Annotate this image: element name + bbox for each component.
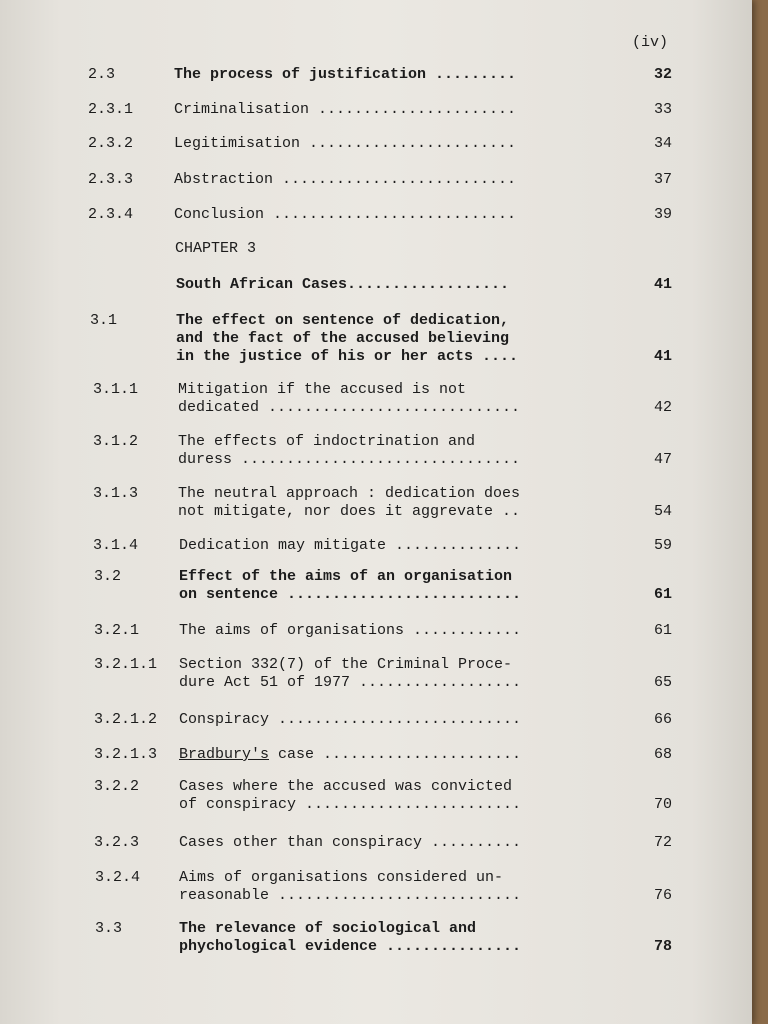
toc-entry-number: 3.1.4 — [93, 537, 139, 554]
toc-entry-page: 72 — [653, 834, 672, 851]
toc-entry-page: 54 — [653, 503, 672, 520]
toc-entry-title-line: South African Cases.................. — [176, 276, 510, 293]
toc-entry-title-line: of conspiracy ........................ — [179, 796, 522, 813]
toc-entry-title-line: The relevance of sociological and — [179, 920, 477, 937]
toc-entry-title-line: Effect of the aims of an organisation — [179, 568, 513, 585]
toc-entry-title-line: and the fact of the accused believing — [176, 330, 510, 347]
toc-entry-number: 3.2.1 — [94, 622, 140, 639]
toc-entry-title-line: dure Act 51 of 1977 .................. — [179, 674, 522, 691]
toc-entry-page: 59 — [653, 537, 672, 554]
toc-entry-number: 3.1 — [90, 312, 118, 329]
toc-entry-page: 32 — [653, 66, 672, 83]
toc-entry-number: 3.2.2 — [94, 778, 140, 795]
toc-entry-number: 2.3.1 — [88, 101, 134, 118]
toc-entry-title-line: not mitigate, nor does it aggrevate .. — [178, 503, 521, 520]
toc-entry-number: 2.3.3 — [88, 171, 134, 188]
toc-entry-page: 65 — [653, 674, 672, 691]
toc-entry-number: 3.2.1.3 — [94, 746, 158, 763]
toc-entry-title-line: Bradbury's case ...................... — [179, 746, 522, 763]
toc-entry-page: 41 — [653, 348, 672, 365]
toc-entry-page: 41 — [653, 276, 672, 293]
page-label: (iv) — [632, 34, 669, 51]
toc-entry-title-line: Cases where the accused was convicted — [179, 778, 513, 795]
toc-entry-title-line: dedicated ............................ — [178, 399, 521, 416]
toc-entry-page: 76 — [653, 887, 672, 904]
case-name: Bradbury's — [179, 746, 270, 763]
toc-entry-page: 33 — [653, 101, 672, 118]
toc-entry-title-line: The effects of indoctrination and — [178, 433, 476, 450]
toc-entry-title-line: Aims of organisations considered un- — [179, 869, 504, 886]
toc-entry-title-line: The aims of organisations ............ — [179, 622, 522, 639]
toc-entry-page: 61 — [653, 586, 672, 603]
toc-entry-title-line: Conclusion ........................... — [174, 206, 517, 223]
toc-entry-page: 37 — [653, 171, 672, 188]
toc-entry-title-line: reasonable ........................... — [179, 887, 522, 904]
toc-entry-page: 70 — [653, 796, 672, 813]
toc-entry-page: 68 — [653, 746, 672, 763]
toc-entry-number: 2.3.4 — [88, 206, 134, 223]
toc-entry-title-line: phychological evidence ............... — [179, 938, 522, 955]
toc-entry-title-line: The effect on sentence of dedication, — [176, 312, 510, 329]
toc-entry-title-line: duress ............................... — [178, 451, 521, 468]
toc-entry-number: 2.3.2 — [88, 135, 134, 152]
toc-entry-number: 3.2.3 — [94, 834, 140, 851]
toc-entry-title-line: The neutral approach : dedication does — [178, 485, 521, 502]
toc-entry-title-line: Section 332(7) of the Criminal Proce- — [179, 656, 513, 673]
toc-entry-page: 47 — [653, 451, 672, 468]
toc-entry-number: 3.2.1.2 — [94, 711, 158, 728]
toc-entry-page: 42 — [653, 399, 672, 416]
toc-entry-title-line: Mitigation if the accused is not — [178, 381, 467, 398]
toc-entry-number: 3.2.1.1 — [94, 656, 158, 673]
toc-entry-title-line: Conspiracy ........................... — [179, 711, 522, 728]
toc-entry-title-line: Cases other than conspiracy .......... — [179, 834, 522, 851]
toc-entry-title-line: in the justice of his or her acts .... — [176, 348, 519, 365]
toc-entry-number: 3.1.3 — [93, 485, 139, 502]
toc-entry-title-line: Legitimisation ....................... — [174, 135, 517, 152]
toc-entry-title-line: Dedication may mitigate .............. — [179, 537, 522, 554]
toc-entry-number: 3.2 — [94, 568, 122, 585]
toc-entry-title-line: on sentence .......................... — [179, 586, 522, 603]
toc-entry-page: 61 — [653, 622, 672, 639]
chapter-heading: CHAPTER 3 — [175, 240, 257, 257]
toc-entry-page: 39 — [653, 206, 672, 223]
toc-entry-page: 66 — [653, 711, 672, 728]
toc-entry-number: 3.1.1 — [93, 381, 139, 398]
toc-entry-number: 3.3 — [95, 920, 123, 937]
toc-entry-number: 3.1.2 — [93, 433, 139, 450]
toc-entry-title-line: Criminalisation ...................... — [174, 101, 517, 118]
toc-entry-number: 2.3 — [88, 66, 116, 83]
toc-entry-page: 34 — [653, 135, 672, 152]
toc-entry-title-line: The process of justification ......... — [174, 66, 517, 83]
toc-entry-number: 3.2.4 — [95, 869, 141, 886]
toc-entry-title-line: Abstraction .......................... — [174, 171, 517, 188]
toc-entry-page: 78 — [653, 938, 672, 955]
